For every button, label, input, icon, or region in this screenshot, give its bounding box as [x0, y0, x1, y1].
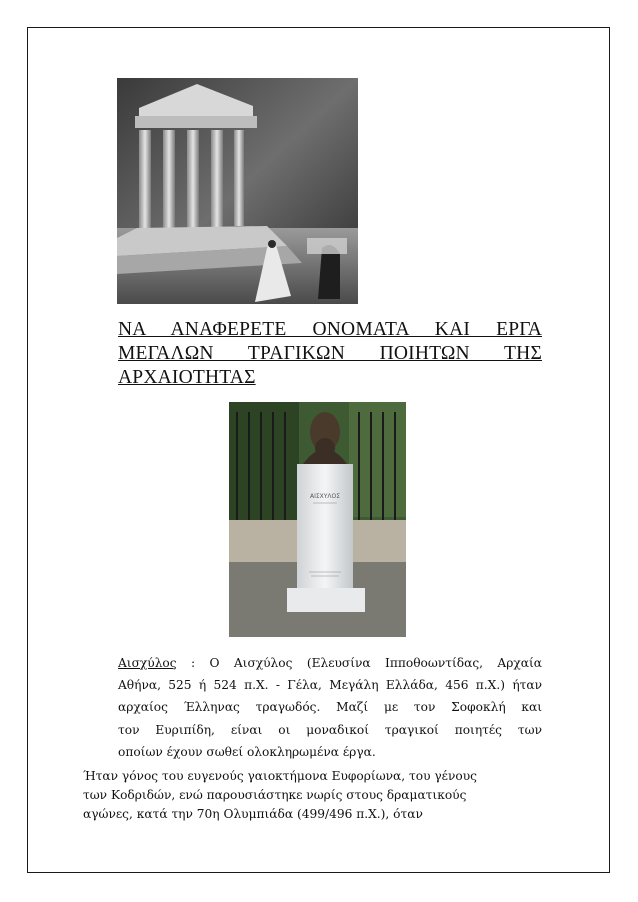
para2-line-2: των Κοδριδών, ενώ παρουσιάστηκε νωρίς στους δραματικούς: [83, 788, 467, 802]
aeschylus-name: Αισχύλος: [118, 656, 177, 670]
aeschylus-bust-photo: [229, 402, 406, 637]
heading-line-2: ΜΕΓΑΛΩΝ ΤΡΑΓΙΚΩΝ ΠΟΙΗΤΩΝ ΤΗΣ: [118, 343, 542, 364]
aeschylus-paragraph: [118, 652, 542, 763]
temple-stage-photo: [117, 78, 358, 304]
para1-line-4: τον Ευριπίδη, είναι οι μοναδικοί τραγικοί ποιητές των: [118, 722, 542, 737]
heading-line-1: ΝΑ ΑΝΑΦΕΡΕΤΕ ΟΝΟΜΑΤΑ ΚΑΙ ΕΡΓΑ: [118, 319, 542, 340]
para1-line-1-text: Ο Αισχύλος (Ελευσίνα Ιπποθοωντίδας, Αρχαία: [209, 656, 543, 670]
ancestry-paragraph: [83, 767, 553, 824]
bust-inscription: ΑΙΣΧΥΛΟΣ: [309, 493, 341, 500]
page-heading: [118, 318, 542, 390]
para1-line-2: Αθήνα, 525 ή 524 π.Χ. - Γέλα, Μεγάλη Ελλάδα, 456 π.Χ.) ήταν: [118, 678, 542, 693]
para1-line-5: οποίων έχουν σωθεί ολοκληρωμένα έργα.: [118, 744, 376, 759]
para1-line-3: αρχαίος Έλληνας τραγωδός. Μαζί με τον Σοφοκλή και: [118, 700, 542, 715]
para2-line-1: Ήταν γόνος του ευγενούς γαιοκτήμονα Ευφορίωνα, του γένους: [83, 769, 477, 783]
heading-line-3: ΑΡΧΑΙΟΤΗΤΑΣ: [118, 367, 256, 388]
para1-line-1: [118, 652, 542, 674]
para2-line-3: αγώνες, κατά την 70η Ολυμπιάδα (499/496 π.Χ.), όταν: [83, 807, 423, 821]
name-separator: :: [190, 656, 196, 670]
